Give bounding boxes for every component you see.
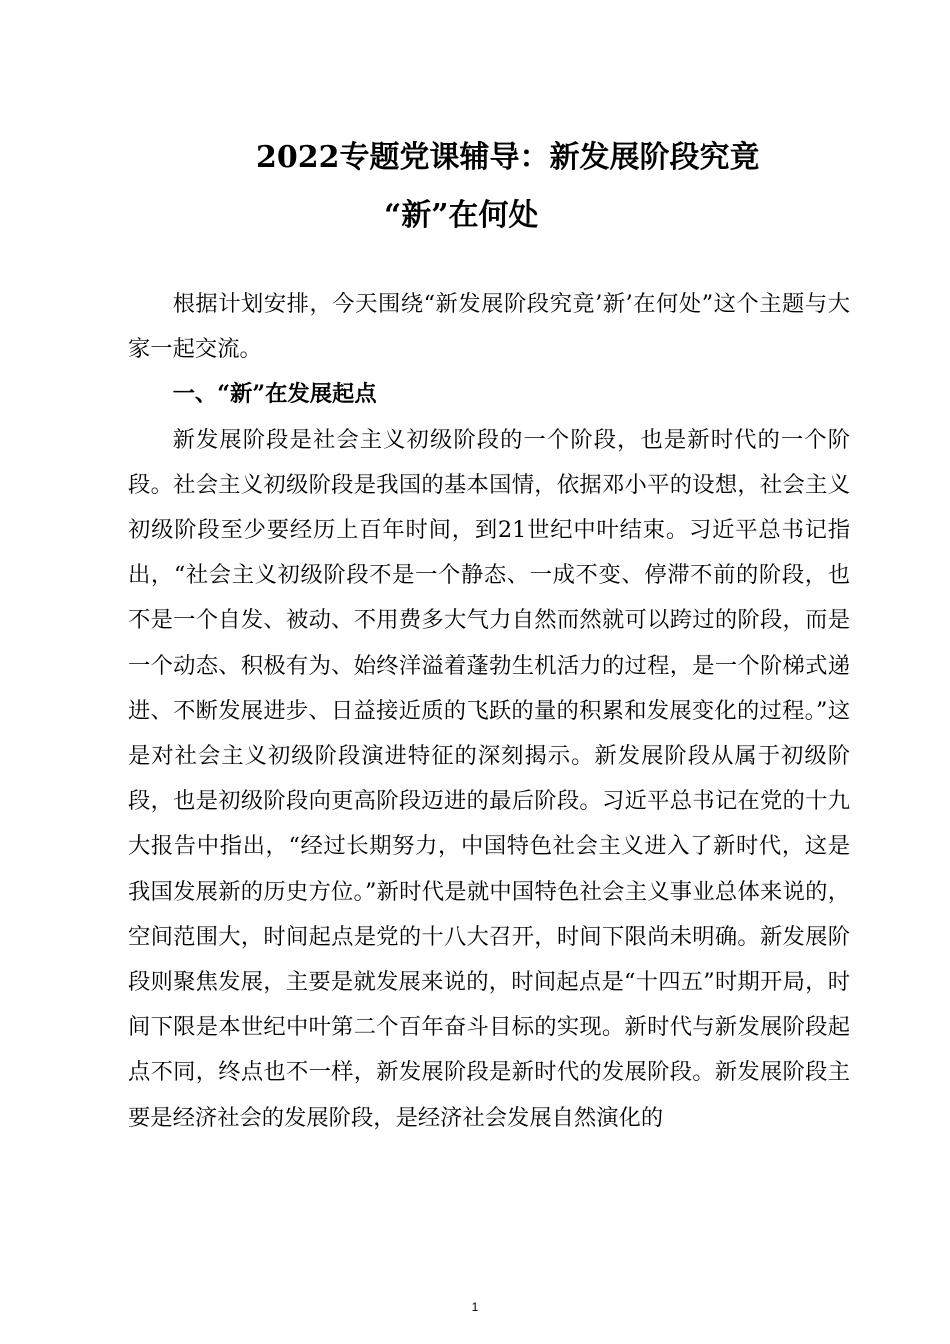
page-number: 1 xyxy=(471,1300,479,1314)
document-title-line-2: “新”在何处 xyxy=(384,198,539,233)
section-1-paragraph: 新发展阶段是社会主义初级阶段的一个阶段，也是新时代的一个阶段。社会主义初级阶段是我国的基本国情，依据邓小平的设想，社会主义初级阶段至少要经历上百年时间，到21世纪中叶结束。习近平总书记指出，“社会主义初级阶段不是一个静态、一成不变、停滞不前的阶段，也不是一个自发、被动、不用费多大气力自然而然就可以跨过的阶段，而是一个动态、积极有为、始终洋溢着蓬勃生机活力的过程，是一个阶梯式递进、不断发展进步、日益接近质的飞跃的量的积累和发展变化的过程。”这是对社会主义初级阶段演进特征的深刻揭示。新发展阶段从属于初级阶段，也是初级阶段向更高阶段迈进的最后阶段。习近平总书记在党的十九大报告中指出，“经过长期努力，中国特色社会主义进入了新时代，这是我国发展新的历史方位。”新时代是就中国特色社会主义事业总体来说的，空间范围大，时间起点是党的十八大召开，时间下限尚未明确。新发展阶段则聚焦发展，主要是就发展来说的，时间起点是“十四五”时期开局，时间下限是本世纪中叶第二个百年奋斗目标的实现。新时代与新发展阶段起点不同，终点也不一样，新发展阶段是新时代的发展阶段。新发展阶段主要是经济社会的发展阶段，是经济社会发展自然演化的 xyxy=(128,426,850,1131)
intro-paragraph: 根据计划安排，今天围绕“新发展阶段究竟’新’在何处”这个主题与大家一起交流。 xyxy=(128,291,850,363)
section-1-heading: 一、“新”在发展起点 xyxy=(172,381,377,408)
document-body xyxy=(128,282,850,1141)
document-title-line-1: 2022专题党课辅导：新发展阶段究竟 xyxy=(256,140,760,175)
